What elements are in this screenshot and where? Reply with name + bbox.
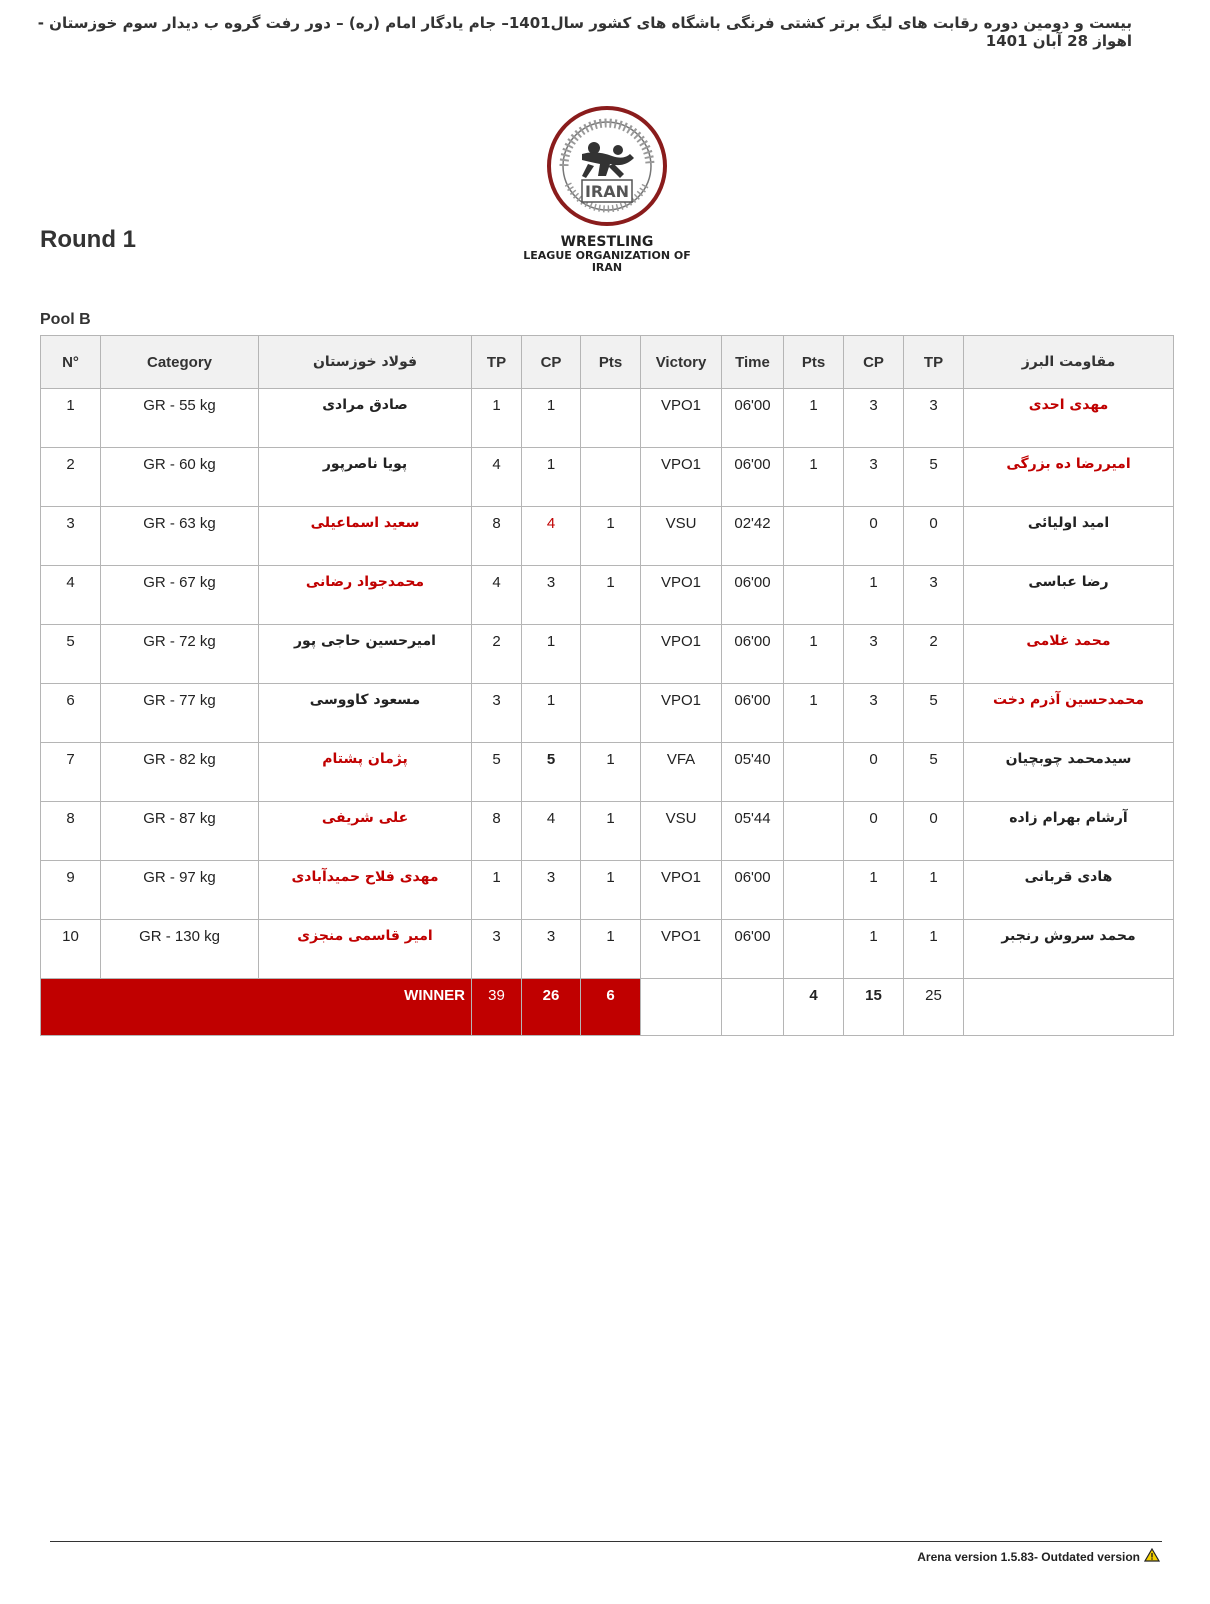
row-team-a-wrestler: امیر قاسمی منجزی — [259, 920, 472, 979]
row-cp-b: 1 — [844, 920, 904, 979]
row-team-b-wrestler: محمدحسین آذرم دخت — [964, 684, 1174, 743]
row-number: 7 — [41, 743, 101, 802]
row-time: 06'00 — [722, 389, 784, 448]
row-time: 06'00 — [722, 625, 784, 684]
total-pts-a: 6 — [581, 979, 641, 1036]
row-time: 06'00 — [722, 566, 784, 625]
row-cp-b: 3 — [844, 389, 904, 448]
table-row — [41, 802, 1174, 861]
row-victory: VPO1 — [641, 566, 722, 625]
row-category: GR - 72 kg — [101, 625, 259, 684]
row-tp-a: 4 — [472, 566, 522, 625]
header-pts-b: Pts — [784, 336, 844, 389]
row-cp-a: 3 — [522, 861, 581, 920]
logo-line-1: WRESTLING — [560, 234, 654, 250]
table-row — [41, 684, 1174, 743]
total-tp-a: 39 — [472, 979, 522, 1036]
row-victory: VPO1 — [641, 625, 722, 684]
row-category: GR - 55 kg — [101, 389, 259, 448]
row-cp-a: 5 — [522, 743, 581, 802]
header-tp-a: TP — [472, 336, 522, 389]
row-tp-b: 3 — [904, 566, 964, 625]
row-number: 3 — [41, 507, 101, 566]
row-pts-a: 1 — [581, 802, 641, 861]
row-team-b-wrestler: آرشام بهرام زاده — [964, 802, 1174, 861]
row-number: 8 — [41, 802, 101, 861]
row-pts-a: 1 — [581, 566, 641, 625]
winner-label: WINNER — [41, 979, 472, 1036]
row-time: 02'42 — [722, 507, 784, 566]
row-team-b-wrestler: رضا عباسی — [964, 566, 1174, 625]
row-category: GR - 67 kg — [101, 566, 259, 625]
row-pts-a: 1 — [581, 743, 641, 802]
logo-line-2: LEAGUE ORGANIZATION OF — [523, 249, 691, 262]
total-victory-empty — [641, 979, 722, 1036]
row-victory: VPO1 — [641, 920, 722, 979]
row-team-b-wrestler: سیدمحمد چوبچیان — [964, 743, 1174, 802]
row-cp-b: 1 — [844, 566, 904, 625]
row-pts-b — [784, 743, 844, 802]
round-title: Round 1 — [40, 226, 136, 253]
logo-badge-text: IRAN — [584, 182, 630, 201]
row-tp-a: 3 — [472, 684, 522, 743]
header-cp-b: CP — [844, 336, 904, 389]
table-row — [41, 861, 1174, 920]
header-number: N° — [41, 336, 101, 389]
row-tp-a: 5 — [472, 743, 522, 802]
row-tp-b: 3 — [904, 389, 964, 448]
row-time: 06'00 — [722, 684, 784, 743]
header-team-a: فولاد خوزستان — [259, 336, 472, 389]
row-tp-b: 2 — [904, 625, 964, 684]
row-pts-a: 1 — [581, 920, 641, 979]
footer — [917, 1548, 1160, 1565]
row-team-a-wrestler: صادق مرادی — [259, 389, 472, 448]
table-header-row — [41, 336, 1174, 389]
row-tp-a: 4 — [472, 448, 522, 507]
row-team-b-wrestler: هادی قربانی — [964, 861, 1174, 920]
row-tp-b: 0 — [904, 802, 964, 861]
table-row — [41, 566, 1174, 625]
row-cp-b: 0 — [844, 507, 904, 566]
row-cp-a: 4 — [522, 802, 581, 861]
row-tp-b: 1 — [904, 861, 964, 920]
row-number: 1 — [41, 389, 101, 448]
row-pts-b — [784, 507, 844, 566]
row-team-a-wrestler: محمدجواد رضانی — [259, 566, 472, 625]
total-cp-a: 26 — [522, 979, 581, 1036]
row-category: GR - 87 kg — [101, 802, 259, 861]
row-cp-a: 4 — [522, 507, 581, 566]
row-victory: VPO1 — [641, 861, 722, 920]
row-team-a-wrestler: پویا ناصرپور — [259, 448, 472, 507]
row-victory: VPO1 — [641, 389, 722, 448]
row-team-a-wrestler: سعید اسماعیلی — [259, 507, 472, 566]
total-pts-b: 4 — [784, 979, 844, 1036]
row-pts-b — [784, 566, 844, 625]
row-time: 06'00 — [722, 448, 784, 507]
row-tp-b: 5 — [904, 448, 964, 507]
row-category: GR - 77 kg — [101, 684, 259, 743]
row-pts-b: 1 — [784, 448, 844, 507]
row-pts-b: 1 — [784, 684, 844, 743]
row-tp-b: 5 — [904, 743, 964, 802]
page-header-title: بیست و دومین دوره رقابت های لیگ برتر کشتی فرنگی باشگاه های کشور سال1401– جام یادگار امام (ره) – دور رفت گروه ب دیدار سوم خوزستان - اهواز 28 آبان 1401 — [37, 14, 1132, 50]
row-category: GR - 63 kg — [101, 507, 259, 566]
row-number: 10 — [41, 920, 101, 979]
row-category: GR - 130 kg — [101, 920, 259, 979]
row-tp-a: 2 — [472, 625, 522, 684]
row-pts-a — [581, 684, 641, 743]
row-victory: VFA — [641, 743, 722, 802]
row-team-a-wrestler: امیرحسین حاجی پور — [259, 625, 472, 684]
row-cp-b: 3 — [844, 625, 904, 684]
row-cp-b: 1 — [844, 861, 904, 920]
footer-version-text: Arena version 1.5.83- Outdated version — [917, 1549, 1140, 1564]
row-pts-b — [784, 802, 844, 861]
totals-row — [41, 979, 1174, 1036]
row-victory: VSU — [641, 507, 722, 566]
row-team-b-wrestler: امید اولیائی — [964, 507, 1174, 566]
row-time: 06'00 — [722, 920, 784, 979]
league-logo — [496, 104, 718, 280]
row-cp-a: 1 — [522, 389, 581, 448]
row-victory: VPO1 — [641, 448, 722, 507]
table-row — [41, 448, 1174, 507]
row-pts-b: 1 — [784, 389, 844, 448]
row-number: 6 — [41, 684, 101, 743]
total-team-b-empty — [964, 979, 1174, 1036]
row-tp-b: 0 — [904, 507, 964, 566]
row-pts-b — [784, 861, 844, 920]
row-category: GR - 60 kg — [101, 448, 259, 507]
row-tp-a: 8 — [472, 802, 522, 861]
row-tp-a: 1 — [472, 861, 522, 920]
row-cp-b: 3 — [844, 448, 904, 507]
table-row — [41, 920, 1174, 979]
results-table — [40, 335, 1174, 1036]
row-team-b-wrestler: محمد غلامی — [964, 625, 1174, 684]
table-row — [41, 389, 1174, 448]
row-tp-a: 3 — [472, 920, 522, 979]
row-cp-a: 1 — [522, 448, 581, 507]
row-pts-b: 1 — [784, 625, 844, 684]
logo-line-3: IRAN — [591, 261, 623, 274]
row-team-a-wrestler: پژمان پشتام — [259, 743, 472, 802]
row-tp-a: 8 — [472, 507, 522, 566]
header-team-b: مقاومت البرز — [964, 336, 1174, 389]
row-cp-a: 3 — [522, 920, 581, 979]
row-pts-b — [784, 920, 844, 979]
row-time: 05'44 — [722, 802, 784, 861]
row-pts-a: 1 — [581, 507, 641, 566]
row-team-a-wrestler: مسعود کاووسی — [259, 684, 472, 743]
table-row — [41, 507, 1174, 566]
row-cp-a: 1 — [522, 684, 581, 743]
pool-title: Pool B — [40, 311, 91, 328]
row-cp-a: 3 — [522, 566, 581, 625]
row-cp-b: 0 — [844, 743, 904, 802]
row-victory: VPO1 — [641, 684, 722, 743]
table-row — [41, 625, 1174, 684]
warning-icon — [1144, 1548, 1160, 1565]
row-number: 5 — [41, 625, 101, 684]
row-pts-a — [581, 389, 641, 448]
row-category: GR - 82 kg — [101, 743, 259, 802]
header-tp-b: TP — [904, 336, 964, 389]
row-team-b-wrestler: امیررضا ده بزرگی — [964, 448, 1174, 507]
row-pts-a: 1 — [581, 861, 641, 920]
table-row — [41, 743, 1174, 802]
header-cp-a: CP — [522, 336, 581, 389]
row-category: GR - 97 kg — [101, 861, 259, 920]
row-number: 9 — [41, 861, 101, 920]
row-tp-b: 5 — [904, 684, 964, 743]
row-team-b-wrestler: مهدی احدی — [964, 389, 1174, 448]
header-pts-a: Pts — [581, 336, 641, 389]
row-cp-a: 1 — [522, 625, 581, 684]
row-team-a-wrestler: علی شریفی — [259, 802, 472, 861]
total-cp-b: 15 — [844, 979, 904, 1036]
footer-divider — [50, 1541, 1162, 1542]
header-category: Category — [101, 336, 259, 389]
row-pts-a — [581, 448, 641, 507]
header-victory: Victory — [641, 336, 722, 389]
row-team-a-wrestler: مهدی فلاح حمیدآبادی — [259, 861, 472, 920]
row-number: 4 — [41, 566, 101, 625]
row-team-b-wrestler: محمد سروش رنجبر — [964, 920, 1174, 979]
total-tp-b: 25 — [904, 979, 964, 1036]
row-tp-a: 1 — [472, 389, 522, 448]
header-time: Time — [722, 336, 784, 389]
row-cp-b: 3 — [844, 684, 904, 743]
row-number: 2 — [41, 448, 101, 507]
row-tp-b: 1 — [904, 920, 964, 979]
row-pts-a — [581, 625, 641, 684]
total-time-empty — [722, 979, 784, 1036]
row-time: 06'00 — [722, 861, 784, 920]
row-cp-b: 0 — [844, 802, 904, 861]
row-time: 05'40 — [722, 743, 784, 802]
row-victory: VSU — [641, 802, 722, 861]
